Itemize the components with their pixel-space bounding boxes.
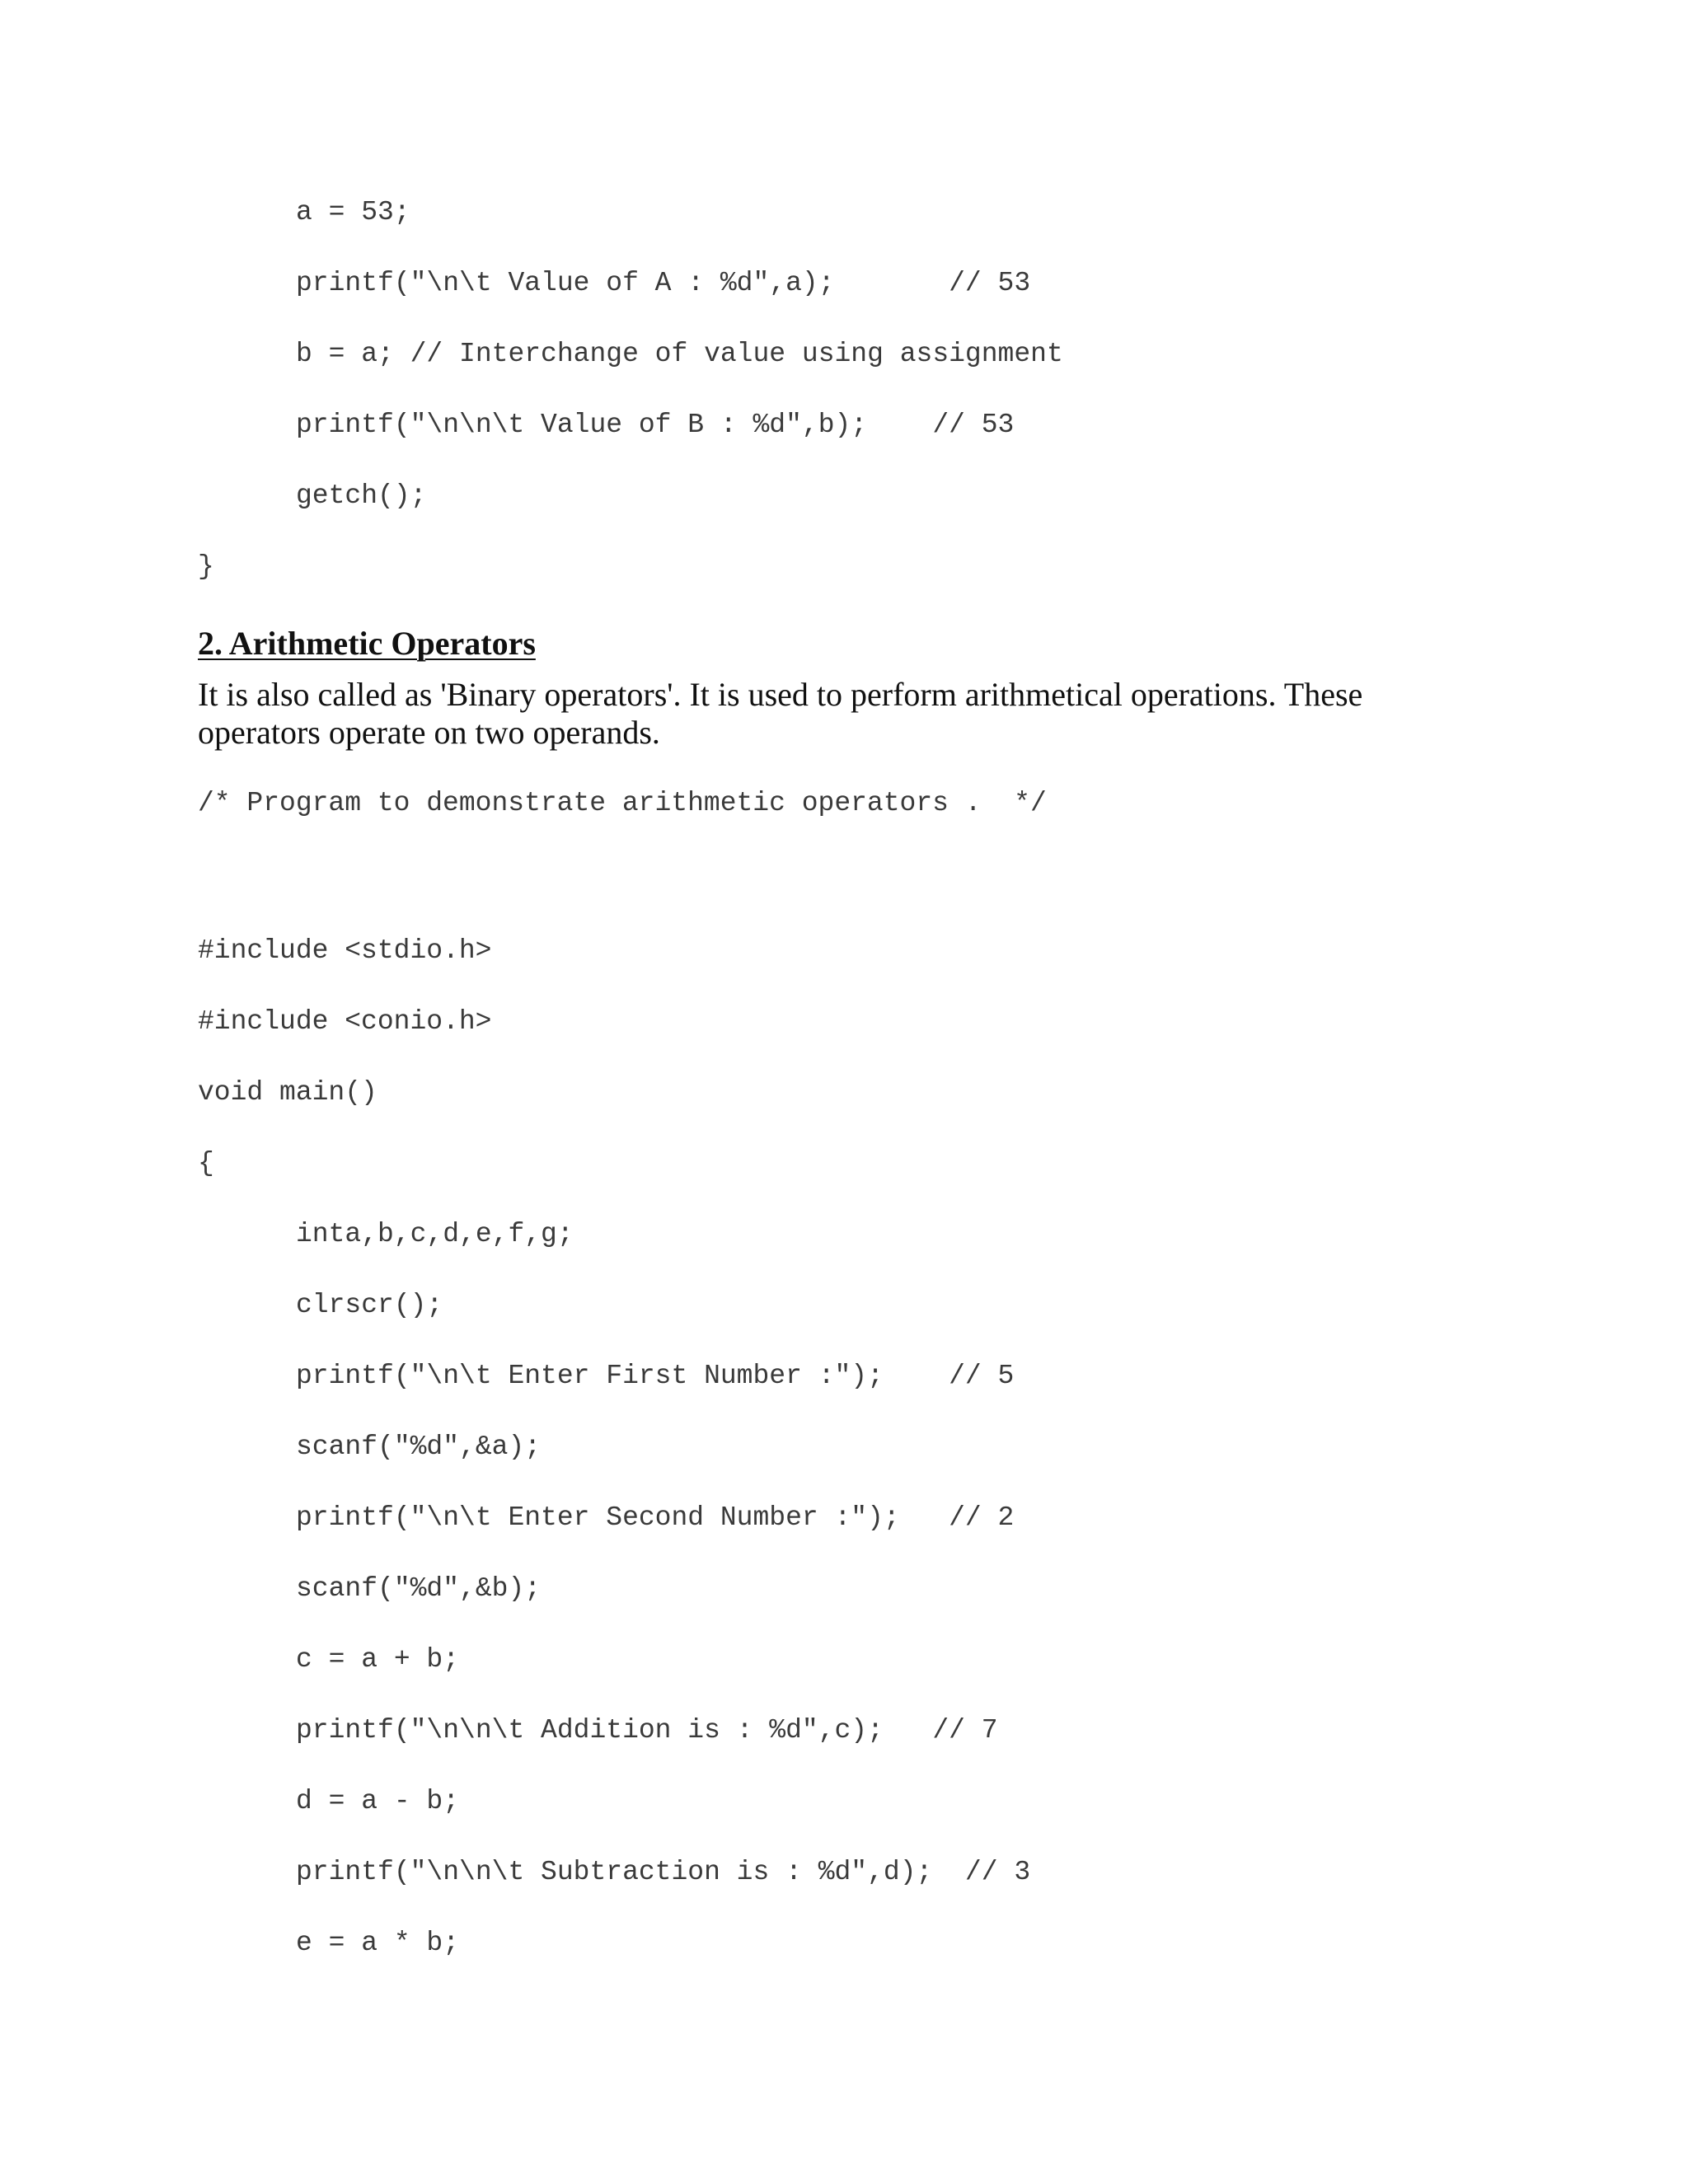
code-line: printf("\n\n\t Subtraction is : %d",d); // 3 <box>296 1857 1031 1887</box>
code-line: clrscr(); <box>296 1290 443 1320</box>
code-line: scanf("%d",&a); <box>296 1432 542 1462</box>
code-line: b = a; // Interchange of value using assignment <box>296 339 1063 369</box>
code-line: printf("\n\n\t Addition is : %d",c); // 7 <box>296 1715 998 1746</box>
code-line: c = a + b; <box>296 1644 460 1675</box>
code-line: printf("\n\n\t Value of B : %d",b); // 53 <box>296 410 1015 440</box>
closing-brace: } <box>198 551 214 582</box>
code-line: printf("\n\t Value of A : %d",a); // 53 <box>296 268 1031 298</box>
section-paragraph: It is also called as 'Binary operators'. It is used to perform arithmetical operations. These operators operate on two operands. <box>198 676 1363 751</box>
code-line: e = a * b; <box>296 1928 460 1958</box>
code-line: d = a - b; <box>296 1786 460 1816</box>
code-line: #include <stdio.h> <box>198 935 492 966</box>
code-comment: /* Program to demonstrate arithmetic operators . */ <box>198 788 1047 818</box>
code-line: void main() <box>198 1077 377 1108</box>
code-line: printf("\n\t Enter Second Number :"); // 2 <box>296 1502 1015 1533</box>
opening-brace: { <box>198 1148 214 1179</box>
section-heading: 2. Arithmetic Operators <box>198 625 536 662</box>
code-line: inta,b,c,d,e,f,g; <box>296 1219 574 1249</box>
code-line: #include <conio.h> <box>198 1006 492 1037</box>
code-line: scanf("%d",&b); <box>296 1573 542 1604</box>
code-line: printf("\n\t Enter First Number :"); // 5 <box>296 1361 1015 1391</box>
code-line: a = 53; <box>296 197 410 227</box>
code-line: getch(); <box>296 480 427 511</box>
